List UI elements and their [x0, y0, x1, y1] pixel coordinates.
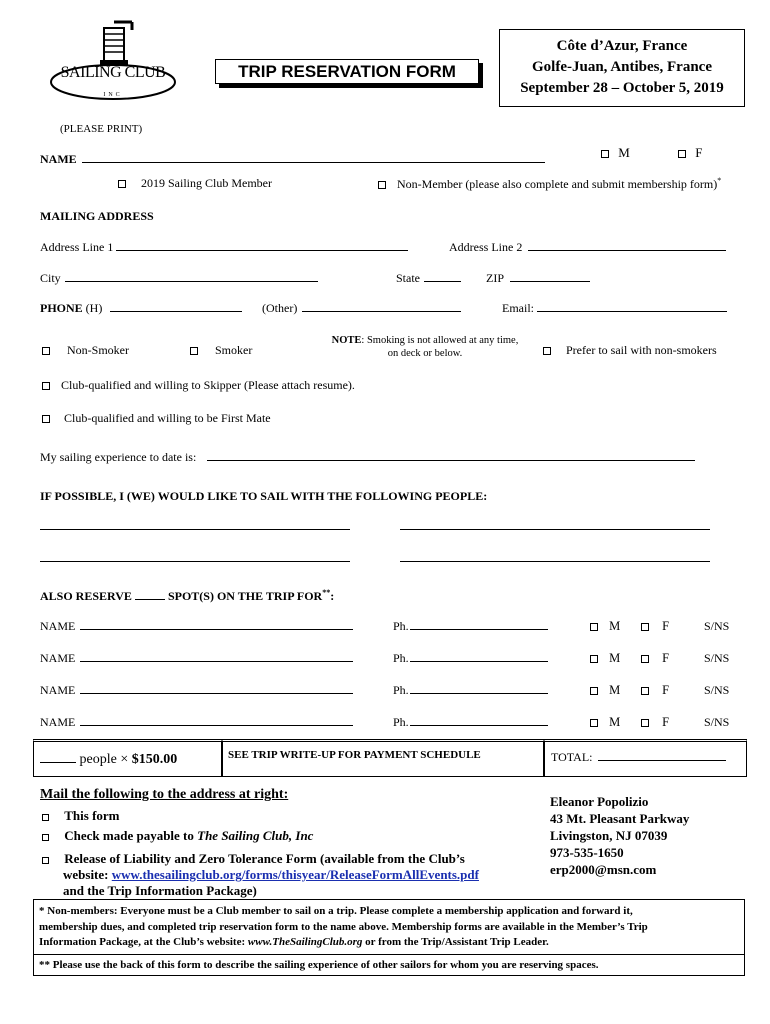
sail-with-heading: IF POSSIBLE, I (WE) WOULD LIKE TO SAIL WITH THE FOLLOWING PEOPLE:: [40, 489, 488, 503]
reserve-name-label: NAME: [40, 619, 76, 633]
reserve-name-label: NAME: [40, 715, 76, 729]
city-label: City: [40, 271, 61, 285]
please-print: (PLEASE PRINT): [60, 123, 143, 135]
reserve-name-field[interactable]: [80, 682, 353, 694]
reserve-female-checkbox[interactable]: [641, 719, 649, 727]
sail-with-field-1[interactable]: [40, 518, 350, 530]
first-mate-checkbox[interactable]: [42, 415, 50, 423]
phone-home-label: (H): [85, 301, 103, 315]
reserve-name-field[interactable]: [80, 618, 353, 630]
name-label: NAME: [40, 152, 77, 166]
address2-field[interactable]: [528, 239, 726, 251]
reserve-female-label: F: [662, 619, 670, 633]
experience-field[interactable]: [207, 449, 695, 461]
contact-address: [550, 793, 689, 878]
reserve-female-label: F: [662, 651, 670, 665]
people-count-field[interactable]: [40, 749, 76, 763]
trip-info-box: [499, 29, 745, 107]
trip-city: Golfe-Juan, Antibes, France: [532, 59, 712, 75]
reserve-female-checkbox[interactable]: [641, 623, 649, 631]
reserve-phone-field[interactable]: [410, 618, 548, 630]
smoking-note: [318, 334, 532, 360]
contact-phone: 973-535-1650: [550, 845, 624, 860]
note-text-2: on deck or below.: [387, 348, 463, 359]
form-title: TRIP RESERVATION FORM: [215, 59, 479, 84]
state-field[interactable]: [424, 270, 461, 282]
reserve-female-label: F: [662, 683, 670, 697]
reserve-phone-label: Ph.: [393, 619, 409, 633]
sail-with-field-4[interactable]: [400, 550, 710, 562]
reserve-phone-label: Ph.: [393, 651, 409, 665]
mail-item-1-bullet: [42, 814, 49, 821]
sail-with-field-3[interactable]: [40, 550, 350, 562]
total-field[interactable]: [598, 749, 726, 761]
total-label: TOTAL:: [551, 750, 593, 764]
spots-count-field[interactable]: [135, 588, 165, 600]
reserve-smoking-label[interactable]: S/NS: [704, 619, 730, 633]
mailing-address-heading: MAILING ADDRESS: [40, 209, 154, 223]
reserve-name-label: NAME: [40, 651, 76, 665]
address1-label: Address Line 1: [40, 240, 114, 254]
reserve-smoking-label[interactable]: S/NS: [704, 715, 730, 729]
nonmember-checkbox[interactable]: [378, 181, 386, 189]
footnote-1-line-2: membership dues, and completed trip reservation form to the name above. Membership forms are available in the Member’s Trip: [39, 920, 648, 933]
reserve-male-label: M: [609, 619, 621, 633]
footnote-2: ** Please use the back of this form to describe the sailing experience of other sailors for whom you are reserving spaces.: [39, 958, 599, 971]
phone-home-field[interactable]: [110, 300, 242, 312]
name-field[interactable]: [82, 151, 545, 163]
reserve-female-checkbox[interactable]: [641, 655, 649, 663]
mail-item-3-website-label: website:: [63, 867, 112, 882]
reserve-phone-field[interactable]: [410, 682, 548, 694]
non-smoker-label: Non-Smoker: [67, 343, 129, 357]
reserve-male-checkbox[interactable]: [590, 623, 598, 631]
nonmember-label: Non-Member (please also complete and submit membership form): [397, 177, 718, 191]
state-label: State: [396, 271, 420, 285]
phone-label: PHONE: [40, 301, 83, 315]
address1-field[interactable]: [116, 239, 408, 251]
nonmember-footnote-mark: *: [717, 176, 722, 185]
female-checkbox[interactable]: [678, 150, 686, 158]
club-logo: [48, 20, 178, 105]
reserve-male-label: M: [609, 683, 621, 697]
male-label: M: [618, 145, 630, 160]
zip-label: ZIP: [486, 271, 504, 285]
reserve-phone-label: Ph.: [393, 683, 409, 697]
reserve-female-label: F: [662, 715, 670, 729]
prefer-nonsmokers-checkbox[interactable]: [543, 347, 551, 355]
reserve-male-label: M: [609, 651, 621, 665]
contact-name: Eleanor Popolizio: [550, 794, 649, 809]
contact-city: Livingston, NJ 07039: [550, 828, 668, 843]
also-reserve-footnote-mark: **: [322, 588, 331, 597]
mail-item-3: Release of Liability and Zero Tolerance Form (available from the Club’s: [64, 851, 465, 866]
mail-item-2-bullet: [42, 834, 49, 841]
reserve-phone-field[interactable]: [410, 714, 548, 726]
city-field[interactable]: [65, 270, 318, 282]
email-label: Email:: [502, 301, 534, 315]
reserve-female-checkbox[interactable]: [641, 687, 649, 695]
female-label: F: [695, 145, 703, 160]
note-label: NOTE: [331, 335, 362, 346]
smoker-checkbox[interactable]: [190, 347, 198, 355]
trip-place: Côte d’Azur, France: [556, 38, 688, 54]
trip-dates: September 28 – October 5, 2019: [520, 80, 724, 96]
phone-other-label: (Other): [262, 301, 298, 315]
reserve-phone-label: Ph.: [393, 715, 409, 729]
price: $150.00: [131, 752, 178, 767]
reserve-male-checkbox[interactable]: [590, 655, 598, 663]
mail-item-2-payee: The Sailing Club, Inc: [197, 828, 314, 843]
release-form-link[interactable]: www.thesailingclub.org/forms/thisyear/ReleaseFormAllEvents.pdf: [111, 867, 479, 882]
footnotes-box: [33, 899, 745, 976]
note-text-1: : Smoking is not allowed at any time,: [361, 335, 519, 346]
contact-email: erp2000@msn.com: [550, 862, 657, 877]
also-reserve-label-2: SPOT(S) ON THE TRIP FOR: [167, 589, 323, 603]
non-smoker-checkbox[interactable]: [42, 347, 50, 355]
mail-item-1: This form: [64, 808, 120, 823]
mail-item-2: Check made payable to: [64, 828, 198, 843]
reserve-name-field[interactable]: [80, 714, 353, 726]
phone-other-field[interactable]: [302, 300, 461, 312]
reserve-male-checkbox[interactable]: [590, 687, 598, 695]
reserve-smoking-label[interactable]: S/NS: [704, 651, 730, 665]
male-checkbox[interactable]: [601, 150, 609, 158]
skipper-checkbox[interactable]: [42, 382, 50, 390]
email-field[interactable]: [537, 300, 727, 312]
logo-wordmark: SAILING CLUB: [60, 64, 166, 81]
times-sign: ×: [120, 752, 129, 767]
mail-item-3-bullet: [42, 857, 49, 864]
zip-field[interactable]: [510, 270, 590, 282]
reserve-male-checkbox[interactable]: [590, 719, 598, 727]
footnote-1-line-3-end: or from the Trip/Assistant Trip Leader.: [362, 936, 549, 948]
skipper-label: Club-qualified and willing to Skipper (Please attach resume).: [61, 378, 355, 392]
address2-label: Address Line 2: [449, 240, 523, 254]
contact-street: 43 Mt. Pleasant Parkway: [550, 811, 690, 826]
first-mate-label: Club-qualified and willing to be First Mate: [64, 411, 271, 425]
also-reserve-colon: :: [330, 589, 335, 603]
member-checkbox[interactable]: [118, 180, 126, 188]
reserve-name-label: NAME: [40, 683, 76, 697]
footnote-1-line-1: * Non-members: Everyone must be a Club member to sail on a trip. Please complete a membership application and forward it,: [39, 905, 633, 917]
mail-item-3-end: and the Trip Information Package): [63, 883, 257, 898]
experience-label: My sailing experience to date is:: [40, 450, 197, 464]
smoker-label: Smoker: [215, 343, 253, 357]
footnote-1-line-3: Information Package, at the Club’s website:: [39, 936, 248, 948]
payment-schedule: SEE TRIP WRITE-UP FOR PAYMENT SCHEDULE: [228, 749, 481, 761]
sail-with-field-2[interactable]: [400, 518, 710, 530]
reserve-name-field[interactable]: [80, 650, 353, 662]
reserve-phone-field[interactable]: [410, 650, 548, 662]
people-label: people: [79, 752, 117, 767]
reserve-smoking-label[interactable]: S/NS: [704, 683, 730, 697]
logo-inc: INC: [103, 92, 123, 98]
also-reserve-label: ALSO RESERVE: [40, 589, 132, 603]
mail-heading: Mail the following to the address at right:: [40, 787, 289, 802]
reserve-male-label: M: [609, 715, 621, 729]
member-label: 2019 Sailing Club Member: [141, 176, 272, 190]
prefer-nonsmokers-label: Prefer to sail with non-smokers: [566, 343, 717, 357]
club-website: www.TheSailingClub.org: [247, 936, 363, 948]
